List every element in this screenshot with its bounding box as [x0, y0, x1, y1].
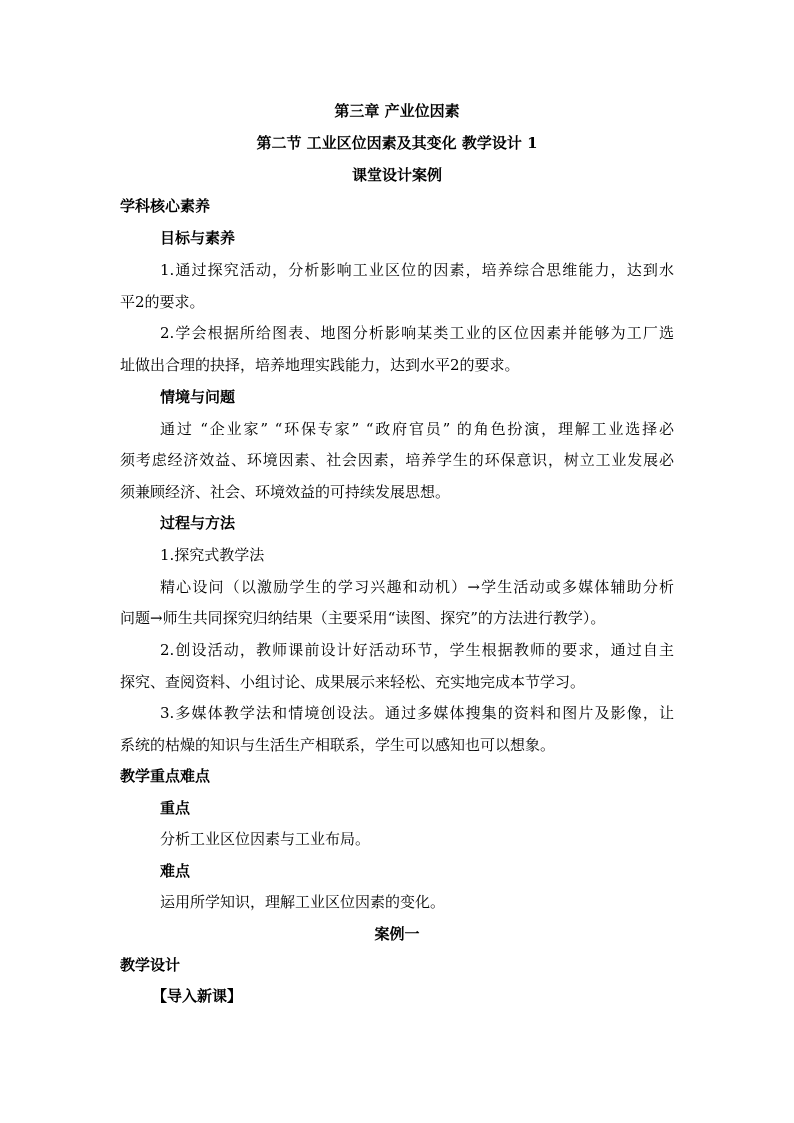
process-item1: 1.探究式教学法	[160, 546, 265, 564]
process-heading: 过程与方法	[160, 514, 236, 532]
subtitle: 课堂设计案例	[351, 166, 442, 184]
goals-heading: 目标与素养	[160, 229, 236, 247]
process-item2-line2: 探究、查阅资料、小组讨论、成果展示来轻松、充实地完成本节学习。	[120, 673, 586, 691]
difficulty-text: 运用所学知识，理解工业区位因素的变化。	[160, 893, 446, 911]
process-item2-line1: 2.创设活动，教师课前设计好活动环节，学生根据教师的要求，通过自主	[160, 641, 674, 659]
process-item3-line1: 3.多媒体教学法和情境创设法。通过多媒体搜集的资料和图片及影像，让	[160, 704, 674, 722]
key-points-heading: 教学重点难点	[120, 767, 211, 785]
difficulty-heading: 难点	[160, 862, 191, 880]
situation-line2: 须考虑经济效益、环境因素、社会因素，培养学生的环保意识，树立工业发展必	[120, 451, 674, 469]
design-heading: 教学设计	[120, 956, 181, 974]
chapter-title: 第三章 产业位因素	[334, 102, 460, 120]
situation-line1: 通过 “企业家” “环保专家” “政府官员” 的角色扮演，理解工业选择必	[160, 420, 674, 438]
intro-heading: 【导入新课】	[152, 987, 243, 1005]
case-heading: 案例一	[374, 925, 420, 943]
goals-item2-line1: 2.学会根据所给图表、地图分析影响某类工业的区位因素并能够为工厂选	[160, 324, 674, 342]
goals-item1-line1: 1.通过探究活动，分析影响工业区位的因素，培养综合思维能力，达到水	[160, 261, 674, 279]
situation-line3: 须兼顾经济、社会、环境效益的可持续发展思想。	[120, 483, 451, 501]
goals-item2-line2: 址做出合理的抉择，培养地理实践能力，达到水平2的要求。	[120, 356, 520, 374]
process-item3-line2: 系统的枯燥的知识与生活生产相联系，学生可以感知也可以想象。	[120, 736, 556, 754]
focus-text: 分析工业区位因素与工业布局。	[160, 830, 371, 848]
focus-heading: 重点	[160, 799, 191, 817]
process-item1-desc-line1: 精心设问（以激励学生的学习兴趣和动机）→学生活动或多媒体辅助分析	[160, 578, 674, 596]
goals-item1-line2: 平2的要求。	[120, 293, 205, 311]
process-item1-desc-line2: 问题→师生共同探究归纳结果（主要采用“读图、探究”的方法进行教学）。	[120, 609, 606, 627]
section-title: 第二节 工业区位因素及其变化 教学设计 1	[256, 134, 538, 152]
literacy-heading: 学科核心素养	[120, 197, 211, 215]
situation-heading: 情境与问题	[160, 388, 236, 406]
